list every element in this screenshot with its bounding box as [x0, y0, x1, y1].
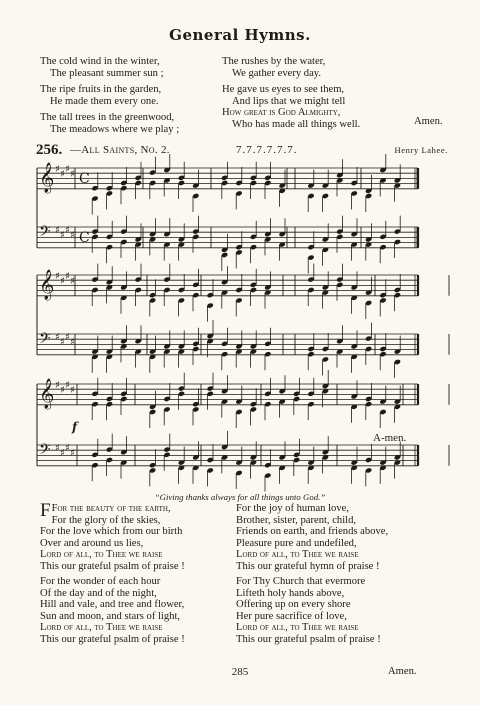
verse-line: For the wonder of each hour — [40, 576, 161, 587]
sharp-icon: ♯ — [55, 443, 60, 454]
verse-line: How great is God Almighty, — [222, 107, 341, 118]
common-time-icon: C — [79, 171, 90, 187]
meter: 7.7.7.7.7.7. — [236, 144, 298, 156]
verse-line: This our grateful psalm of praise ! — [40, 633, 185, 645]
bottom-verses-right — [236, 503, 388, 649]
verse-line: Brother, sister, parent, child, — [236, 514, 357, 526]
verse-line: Over and around us lies, — [40, 537, 144, 549]
verse-line: Pleasure pure and undefiled, — [236, 537, 357, 549]
verse-line: Lord of all, to Thee we raise — [236, 622, 359, 633]
verse-line-text: For the beauty of the earth, — [51, 503, 171, 514]
sharp-icon: ♯ — [55, 164, 60, 175]
verse-line: Her pure sacrifice of love, — [236, 610, 347, 622]
stanza — [236, 503, 388, 572]
scripture-motto: “Giving thanks always for all things unto God.” — [154, 492, 326, 502]
sharp-icon: ♯ — [65, 380, 70, 391]
verse-line: For Thy Church that evermore — [236, 576, 366, 587]
stanza — [40, 500, 185, 572]
verse-line: The tall trees in the greenwood, — [40, 112, 175, 123]
page-number: 285 — [231, 666, 249, 678]
sharp-icon: ♯ — [70, 337, 75, 348]
verse-line: The ripe fruits in the garden, — [40, 84, 162, 95]
common-time-icon: C — [79, 230, 90, 246]
drop-cap: F — [40, 500, 51, 521]
verse-line: For the love which from our birth — [40, 526, 183, 537]
verse-line: Sun and moon, and stars of light, — [40, 610, 181, 622]
sharp-icon: ♯ — [55, 380, 60, 391]
verse-line: Hill and vale, and tree and flower, — [40, 599, 185, 610]
bass-clef-icon: 𝄢 — [39, 330, 51, 351]
verse-line: Who has made all things well. — [232, 118, 361, 130]
verse-line: The meadows where we play ; — [50, 123, 180, 135]
sharp-icon: ♯ — [60, 276, 65, 287]
verse-line: We gather every day. — [232, 67, 322, 79]
sharp-icon: ♯ — [60, 337, 65, 348]
sharp-icon: ♯ — [60, 448, 65, 459]
amen-bottom: Amen. — [388, 666, 417, 677]
verse-line: Offering up on every shore — [236, 599, 351, 610]
treble-clef-icon: 𝄞 — [39, 163, 55, 193]
amen-top: Amen. — [414, 116, 443, 127]
sharp-icon: ♯ — [65, 225, 70, 236]
verse-line: He gave us eyes to see them, — [222, 84, 345, 95]
hymn-number: 256. — [36, 142, 63, 158]
sharp-icon: ♯ — [65, 332, 70, 343]
sharp-icon: ♯ — [60, 230, 65, 241]
treble-clef-icon: 𝄞 — [39, 270, 55, 300]
verse-line: The cold wind in the winter, — [40, 56, 160, 67]
sharp-icon: ♯ — [70, 276, 75, 287]
bottom-verses-left — [40, 500, 185, 649]
stanza — [40, 576, 185, 645]
sharp-icon: ♯ — [70, 169, 75, 180]
sharp-icon: ♯ — [70, 448, 75, 459]
amen-lyric: A-men. — [373, 432, 407, 444]
sharp-icon: ♯ — [55, 332, 60, 343]
verse-line: Lifteth holy hands above, — [236, 587, 345, 599]
verse-line: The pleasant summer sun ; — [50, 67, 164, 79]
treble-clef-icon: 𝄞 — [39, 379, 55, 409]
verse-line: For the glory of the skies, — [51, 514, 161, 526]
stanza — [236, 576, 388, 645]
sharp-icon: ♯ — [60, 169, 65, 180]
sharp-icon: ♯ — [65, 443, 70, 454]
verse-line: This our grateful psalm of praise ! — [40, 560, 185, 572]
verse-line: And lips that we might tell — [232, 95, 346, 107]
bass-clef-icon: 𝄢 — [39, 441, 51, 462]
verse-line: Lord of all, to Thee we raise — [40, 549, 163, 560]
sharp-icon: ♯ — [55, 271, 60, 282]
sharp-icon: ♯ — [65, 164, 70, 175]
verse-line: The rushes by the water, — [222, 56, 326, 67]
dynamic-marking: f — [72, 420, 78, 434]
bass-clef-icon: 𝄢 — [39, 223, 51, 244]
sharp-icon: ♯ — [70, 385, 75, 396]
sharp-icon: ♯ — [55, 225, 60, 236]
verse-line: For the joy of human love, — [236, 503, 349, 514]
sharp-icon: ♯ — [70, 230, 75, 241]
verse-line: Of the day and of the night, — [40, 587, 157, 599]
verse-line: This our grateful psalm of praise ! — [236, 633, 381, 645]
sharp-icon: ♯ — [60, 385, 65, 396]
verse-line: This our grateful hymn of praise ! — [236, 560, 380, 572]
running-header: General Hymns. — [169, 26, 311, 44]
verse-line: Lord of all, to Thee we raise — [40, 622, 163, 633]
verse-line: He made them every one. — [50, 95, 159, 107]
tune-name: —All Saints, No. 2. — [70, 144, 170, 156]
composer: Henry Lahee. — [394, 145, 448, 155]
verse-line: Lord of all, to Thee we raise — [236, 549, 359, 560]
verse-line: Friends on earth, and friends above, — [236, 526, 389, 537]
sharp-icon: ♯ — [65, 271, 70, 282]
